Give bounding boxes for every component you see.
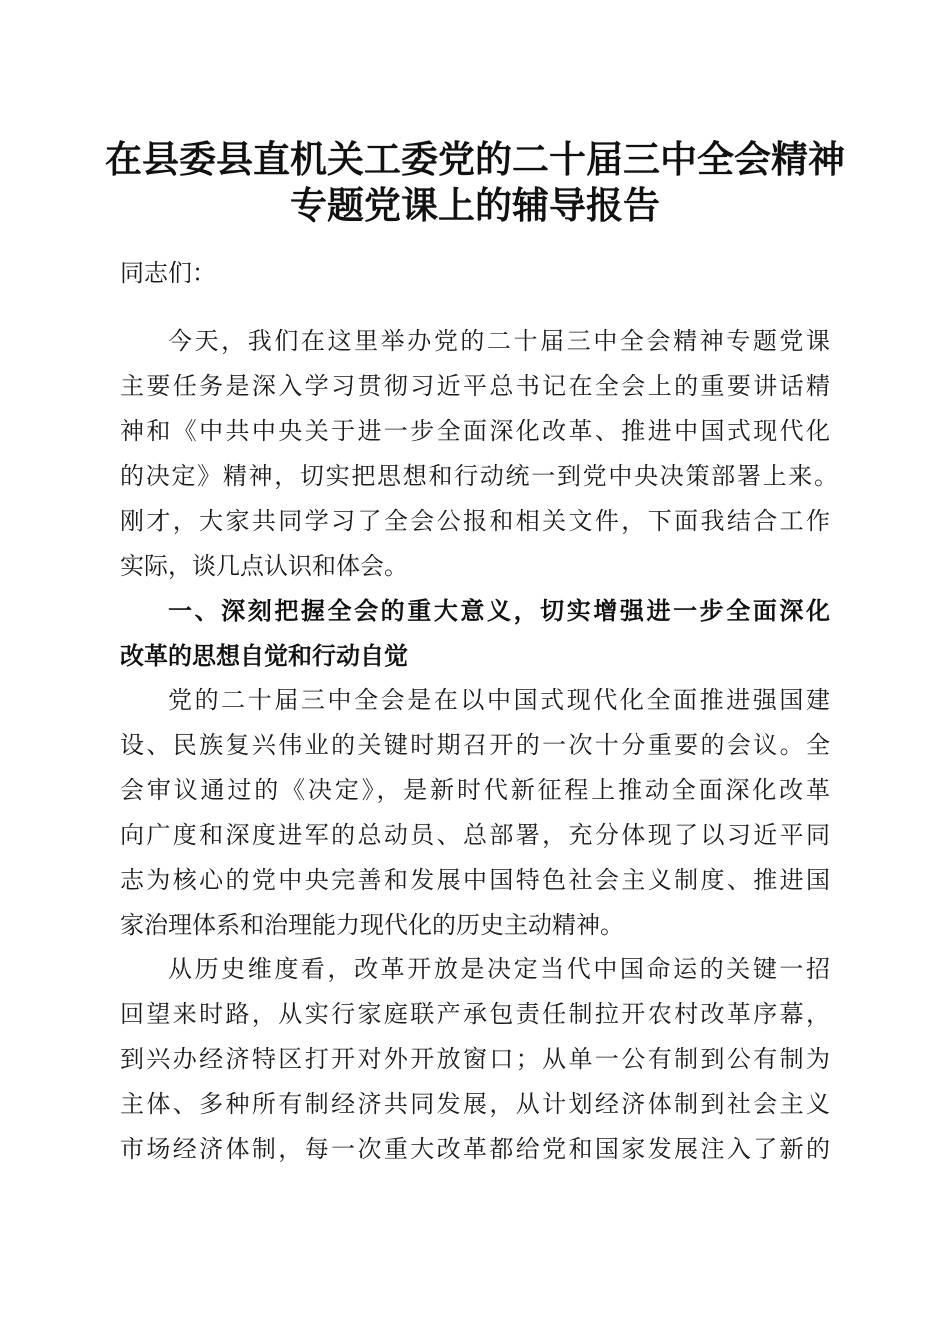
paragraph-2-line-2: 设、民族复兴伟业的关键时期召开的一次十分重要的会议。全: [120, 731, 830, 759]
paragraph-3-line-4: 主体、多种所有制经济共同发展，从计划经济体制到社会主义: [120, 1090, 830, 1118]
document-title-line-1: 在县委县直机关工委党的二十届三中全会精神: [105, 137, 845, 181]
section-heading-1-line-2: 改革的思想自觉和行动自觉: [120, 642, 408, 670]
paragraph-2-line-4: 向广度和深度进军的总动员、总部署，充分体现了以习近平同: [120, 821, 830, 849]
paragraph-1-line-5: 刚才，大家共同学习了全会公报和相关文件，下面我结合工作: [120, 507, 830, 535]
document-title-line-2: 专题党课上的辅导报告: [290, 183, 660, 227]
paragraph-1-line-4: 的决定》精神，切实把思想和行动统一到党中央决策部署上来。: [120, 462, 838, 490]
paragraph-1-line-3: 神和《中共中央关于进一步全面深化改革、推进中国式现代化: [120, 417, 830, 445]
paragraph-3-line-2: 回望来时路，从实行家庭联产承包责任制拉开农村改革序幕，: [120, 1000, 830, 1028]
paragraph-2-line-6: 家治理体系和治理能力现代化的历史主动精神。: [120, 911, 624, 939]
paragraph-2-line-3: 会审议通过的《决定》，是新时代新征程上推动全面深化改革: [120, 776, 830, 804]
paragraph-2-line-5: 志为核心的党中央完善和发展中国特色社会主义制度、推进国: [120, 866, 830, 894]
section-heading-1-line-1: 一、深刻把握全会的重大意义，切实增强进一步全面深化: [168, 597, 830, 625]
paragraph-3-line-1: 从历史维度看，改革开放是决定当代中国命运的关键一招: [168, 955, 830, 983]
paragraph-2-line-1: 党的二十届三中全会是在以中国式现代化全面推进强国建: [168, 686, 830, 714]
paragraph-3-line-3: 到兴办经济特区打开对外开放窗口；从单一公有制到公有制为: [120, 1045, 830, 1073]
paragraph-1-line-2: 主要任务是深入学习贯彻习近平总书记在全会上的重要讲话精: [120, 372, 830, 400]
paragraph-1-line-1: 今天，我们在这里举办党的二十届三中全会精神专题党课: [168, 327, 830, 355]
paragraph-1-line-6: 实际，谈几点认识和体会。: [120, 552, 408, 580]
salutation: 同志们：: [120, 259, 216, 287]
paragraph-3-line-5: 市场经济体制，每一次重大改革都给党和国家发展注入了新的: [120, 1135, 830, 1163]
